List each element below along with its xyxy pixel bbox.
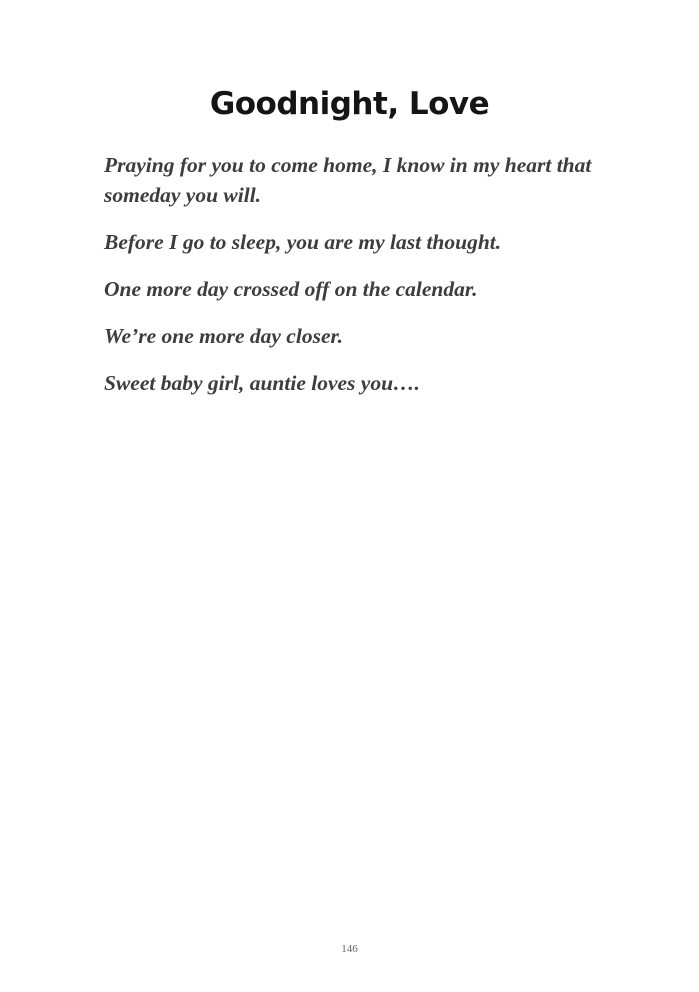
page-title: Goodnight, Love	[209, 86, 490, 122]
poem-line: Praying for you to come home, I know in my heart that someday you will.	[104, 153, 592, 207]
page-number: 146	[341, 943, 358, 955]
poem-line: Before I go to sleep, you are my last thought.	[104, 230, 502, 254]
poem-line: One more day crossed off on the calendar.	[104, 277, 478, 301]
poem-line: We’re one more day closer.	[104, 324, 344, 348]
poem-body	[104, 150, 604, 415]
poem-line: Sweet baby girl, auntie loves you….	[104, 371, 420, 395]
